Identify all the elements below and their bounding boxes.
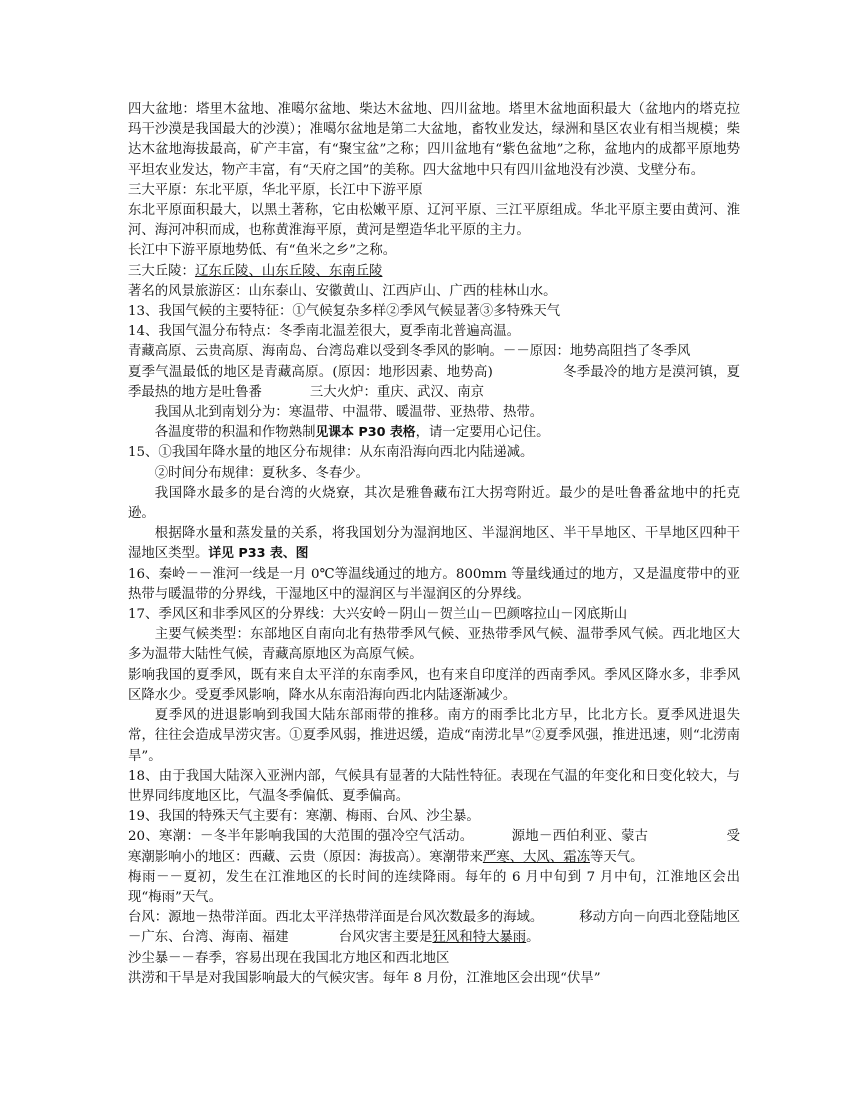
paragraph-item-18: 18、由于我国大陆深入亚洲内部，气候具有显著的大陆性特征。表现在气温的年变化和日变化较大，与世界同纬度地区比，气温冬季偏低、夏季偏高。 bbox=[128, 768, 740, 804]
three-furnaces-text: 三大火炉：重庆、武汉、南京 bbox=[309, 384, 484, 400]
cold-wave-regions: 受寒潮影响小的地区：西藏、云贵（原因：海拔高）。寒潮带来 bbox=[128, 829, 740, 865]
textbook-p30-ref: 见课本 P30 表格 bbox=[315, 425, 416, 441]
paragraph-typhoon bbox=[128, 908, 740, 948]
paragraph-climate-types: 主要气候类型：东部地区自南向北有热带季风气候、亚热带季风气候、温带季风气候。西北地区大多为温带大陆性气候，青藏高原地区为高原气候。 bbox=[128, 627, 740, 663]
coldest-hottest-text: 冬季最冷的地方是漠河镇，夏季最热的地方是吐鲁番 bbox=[128, 364, 740, 400]
paragraph-three-hills bbox=[128, 262, 740, 282]
dry-wet-text: 根据降水量和蒸发量的关系，将我国划分为湿润地区、半湿润地区、半干旱地区、干旱地区四种干湿地区类型。 bbox=[128, 526, 740, 562]
cold-wave-tail: 等天气。 bbox=[589, 849, 644, 865]
paragraph-rain-belt: 夏季风的进退影响到我国大陆东部雨带的推移。南方的雨季比北方早，比北方长。夏季风进退失常，往往会造成旱涝灾害。①夏季风弱，推进迟缓，造成“南涝北旱”②夏季风强，推进迅速，则“北涝南旱”。 bbox=[128, 708, 740, 764]
typhoon-tail: 。 bbox=[526, 930, 540, 946]
paragraph-dry-wet-regions bbox=[128, 524, 740, 564]
paragraph-sandstorm: 沙尘暴－－春季，容易出现在我国北方地区和西北地区 bbox=[128, 950, 450, 966]
paragraph-precipitation-extremes: 我国降水最多的是台湾的火烧寮，其次是雅鲁藏布江大拐弯附近。最少的是吐鲁番盆地中的托克逊。 bbox=[128, 485, 740, 522]
paragraph-item-15: 15、①我国年降水量的地区分布规律：从东南沿海向西北内陆递减。 bbox=[128, 445, 534, 461]
hills-label: 三大丘陵： bbox=[128, 263, 195, 279]
paragraph-summer-monsoon: 影响我国的夏季风，既有来自太平洋的东南季风，也有来自印度洋的西南季风。季风区降水多，非季风区降水少。受夏季风影响，降水从东南沿海向西北内陆逐渐减少。 bbox=[128, 667, 740, 703]
accum-text: 各温度带的积温和作物熟制 bbox=[154, 425, 316, 441]
coldest-summer-text: 夏季气温最低的地区是青藏高原。(原因：地形因素、地势高) bbox=[128, 364, 493, 380]
typhoon-landing: 登陆地区－广东、台湾、海南、福建 bbox=[128, 910, 741, 946]
typhoon-direction: 移动方向－向西北 bbox=[579, 910, 687, 926]
typhoon-disaster: 狂风和特大暴雨 bbox=[432, 930, 527, 946]
document-page bbox=[128, 100, 740, 989]
paragraph-accumulated-temperature bbox=[128, 423, 740, 443]
paragraph-scenic-areas: 著名的风景旅游区：山东泰山、安徽黄山、江西庐山、广西的桂林山水。 bbox=[128, 283, 557, 299]
typhoon-disaster-label: 台风灾害主要是 bbox=[338, 930, 433, 946]
cold-wave-effects: 严寒、大风、霜冻 bbox=[482, 849, 590, 865]
paragraph-item-19: 19、我国的特殊天气主要有：寒潮、梅雨、台风、沙尘暴。 bbox=[128, 809, 480, 825]
cold-wave-source: 源地－西伯利亚、蒙古 bbox=[511, 829, 649, 845]
paragraph-item-16: 16、秦岭－－淮河一线是一月 0℃等温线通过的地方。800mm 等量线通过的地方，又是温度带中的亚热带与暖温带的分界线，干湿地区中的湿润区与半湿润区的分界线。 bbox=[128, 566, 740, 602]
paragraph-temperature-zones: 我国从北到南划分为：寒温带、中温带、暖温带、亚热带、热带。 bbox=[154, 405, 544, 421]
paragraph-four-basins: 四大盆地：塔里木盆地、准噶尔盆地、柴达木盆地、四川盆地。塔里木盆地面积最大（盆地内的塔克拉玛干沙漠是我国最大的沙漠）；准噶尔盆地是第二大盆地，畜牧业发达，绿洲和垦区农业有相当规模；柴达木盆地海拔最高，矿产丰富，有“聚宝盆”之称；四川盆地有“紫色盆地”之称，盆地内的成都平原地势平坦农业发达，物产丰富，有“天府之国”的美称。四大盆地中只有四川盆地没有沙漠、戈壁分布。 bbox=[128, 102, 740, 178]
typhoon-source: 台风：源地－热带洋面。西北太平洋热带洋面是台风次数最多的海域。 bbox=[128, 910, 544, 926]
cold-wave-def: 20、寒潮：－冬半年影响我国的大范围的强冷空气活动。 bbox=[128, 829, 474, 845]
paragraph-floods-droughts: 洪涝和干旱是对我国影响最大的气候灾害。每年 8 月份，江淮地区会出现“伏旱” bbox=[128, 970, 601, 986]
paragraph-item-14: 14、我国气温分布特点：冬季南北温差很大，夏季南北普遍高温。 bbox=[128, 324, 520, 340]
accum-tail: ，请一定要用心记住。 bbox=[415, 425, 550, 441]
paragraph-three-plains-heading: 三大平原：东北平原，华北平原，长江中下游平原 bbox=[128, 182, 423, 198]
paragraph-item-13: 13、我国气候的主要特征：①气候复杂多样②季风气候显著③多特殊天气 bbox=[128, 304, 561, 320]
paragraph-time-distribution: ②时间分布规律：夏秋多、冬春少。 bbox=[154, 465, 370, 481]
hills-list: 辽东丘陵、山东丘陵、东南丘陵 bbox=[194, 263, 383, 279]
paragraph-northeast-plain: 东北平原面积最大，以黑土著称，它由松嫩平原、辽河平原、三江平原组成。华北平原主要由黄河、淮河、海河冲积而成，也称黄淮海平原，黄河是塑造华北平原的主力。 bbox=[128, 203, 740, 239]
paragraph-plum-rain: 梅雨－－夏初，发生在江淮地区的长时间的连续降雨。每年的 6 月中旬到 7 月中旬，江淮地区会出现“梅雨”天气。 bbox=[128, 869, 740, 905]
paragraph-temperature-extremes bbox=[128, 363, 740, 403]
textbook-p33-ref: 详见 P33 表、图 bbox=[208, 546, 309, 562]
paragraph-item-17: 17、季风区和非季风区的分界线：大兴安岭－阴山－贺兰山－巴颜喀拉山－冈底斯山 bbox=[128, 607, 628, 623]
paragraph-yangtze-plain: 长江中下游平原地势低、有“鱼米之乡”之称。 bbox=[128, 243, 397, 259]
paragraph-winter-monsoon: 青藏高原、云贵高原、海南岛、台湾岛难以受到冬季风的影响。－－原因：地势高阻挡了冬季风 bbox=[128, 344, 691, 360]
paragraph-cold-wave bbox=[128, 827, 740, 867]
